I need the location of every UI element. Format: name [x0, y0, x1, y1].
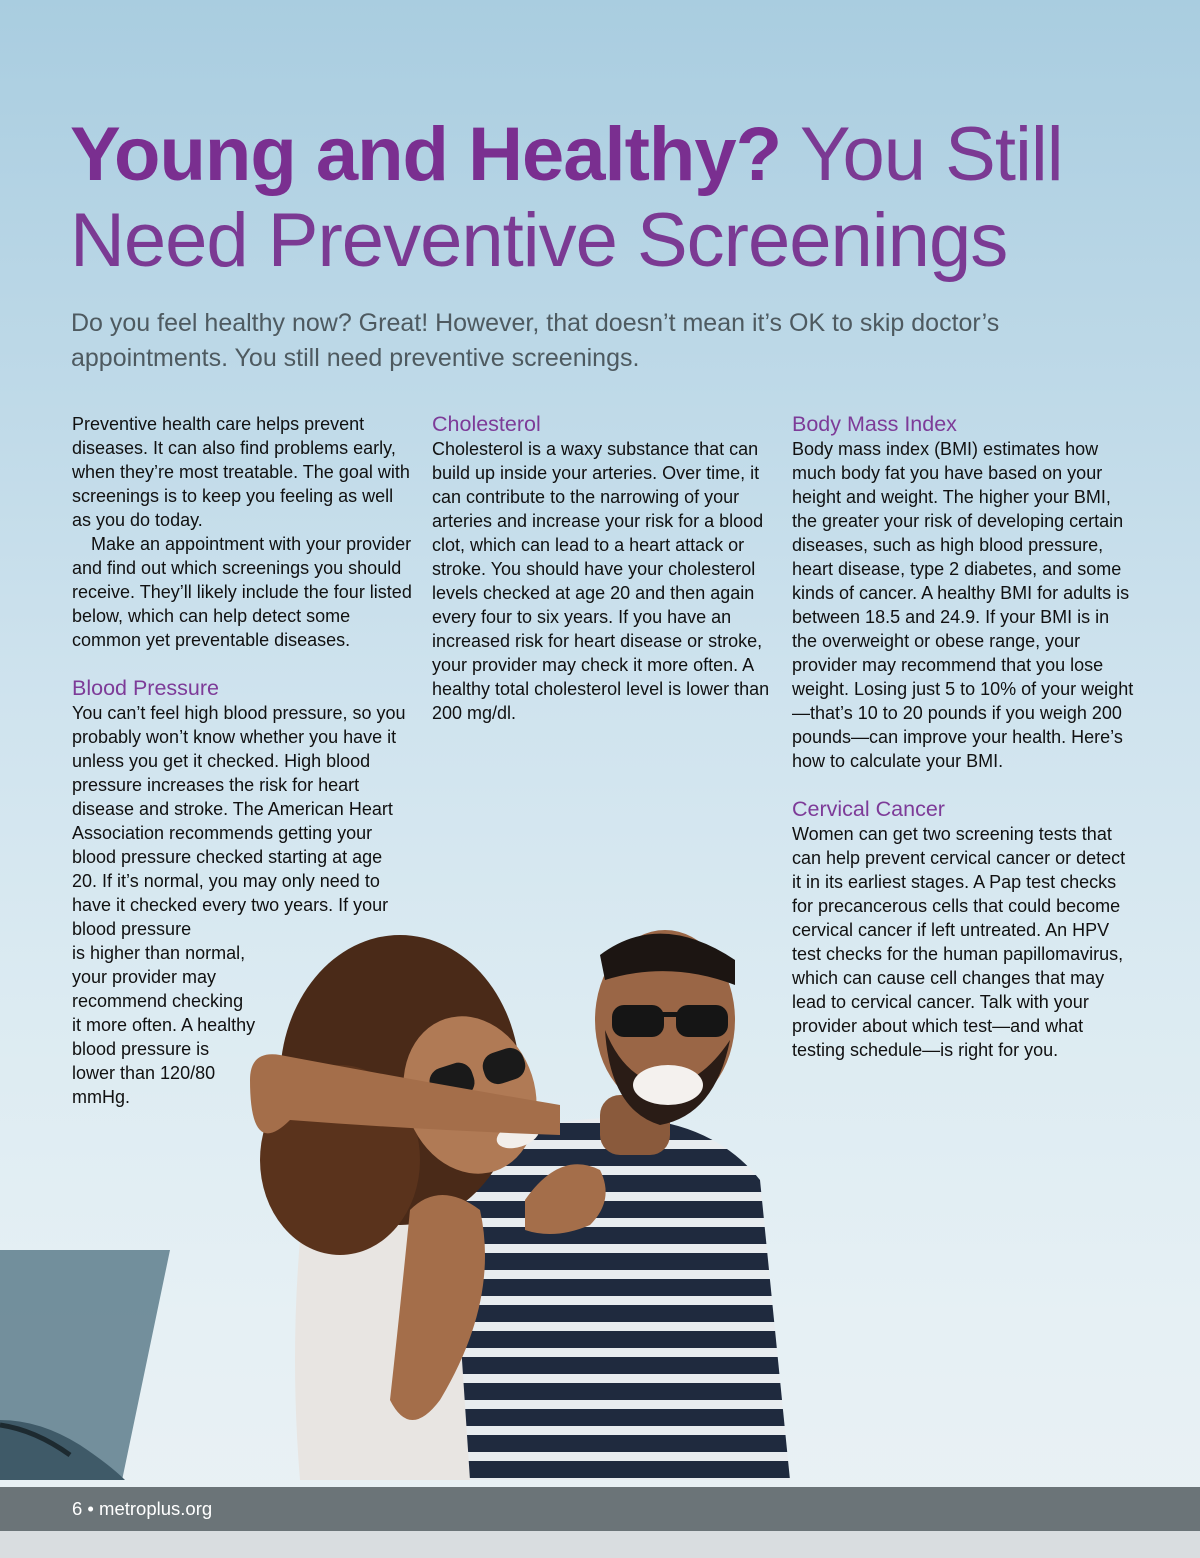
intro-paragraph-1: Preventive health care helps prevent diseases. It can also find problems early, when they’re most treatable. The goal with screenings is to keep you feeling as well as you do today. [72, 414, 410, 530]
cholesterol-heading: Cholesterol [432, 412, 541, 436]
intro-paragraph-2: Make an appointment with your provider and find out which screenings you should receive. They’ll likely include the four listed below, which can help detect some common yet preventable diseases. [72, 534, 412, 650]
cervical-cancer-body: Women can get two screening tests that can help prevent cervical cancer or detect it in its earliest stages. A Pap test checks for precancerous cells that could become cervical cancer if left untreated. An HPV test checks for the human papillomavirus, which can cause cell changes that may lead to cervical cancer. Talk with your provider about which test—and what testing schedule—is right for you. [792, 824, 1126, 1060]
cervical-cancer-heading: Cervical Cancer [792, 797, 945, 821]
footer-text: 6 • metroplus.org [72, 1498, 213, 1519]
blood-pressure-body-continued: is higher than normal, your provider may recommend checking it more often. A healthy blood pressure is lower than 120/80 mmHg. [72, 943, 256, 1107]
blood-pressure-body: You can’t feel high blood pressure, so you probably won’t know whether you have it unless you get it checked. High blood pressure increases the risk for heart disease and stroke. The American Heart Association recommends getting your blood pressure checked starting at age 20. If it’s normal, you may only need to have it checked every two years. If your blood pressure [72, 703, 406, 939]
headline-bold: Young and Healthy? [70, 112, 782, 197]
column-3 [792, 412, 1137, 1062]
column-2 [432, 412, 772, 725]
bmi-body: Body mass index (BMI) estimates how much body fat you have based on your height and weight. The higher your BMI, the greater your risk of developing certain diseases, such as high blood pressure, heart disease, type 2 diabetes, and some kinds of cancer. A healthy BMI for adults is between 18.5 and 24.9. If your BMI is in the overweight or obese range, your provider may recommend that you lose weight. Losing just 5 to 10% of your weight—that’s 10 to 20 pounds if you weigh 200 pounds—can improve your health. Here’s how to calculate your BMI. [792, 439, 1134, 771]
page-headline [70, 112, 1150, 284]
cholesterol-body: Cholesterol is a waxy substance that can build up inside your arteries. Over time, it can contribute to the narrowing of your arteries and increase your risk for a blood clot, which can lead to a heart attack or stroke. You should have your cholesterol levels checked at age 20 and then again every four to six years. If you have an increased risk for heart disease or stroke, your provider may check it more often. A healthy total cholesterol level is lower than 200 mg/dl. [432, 439, 770, 723]
blood-pressure-heading: Blood Pressure [72, 676, 219, 700]
subhead: Do you feel healthy now? Great! However, that doesn’t mean it’s OK to skip doctor’s appointments. You still need preventive screenings. [71, 309, 1000, 372]
bmi-heading: Body Mass Index [792, 412, 957, 436]
column-1 [72, 412, 412, 1109]
bottom-strip [0, 1531, 1200, 1558]
headline-regular: You Still Need Preventive Screenings [70, 112, 1063, 283]
page-footer [0, 1487, 1200, 1531]
